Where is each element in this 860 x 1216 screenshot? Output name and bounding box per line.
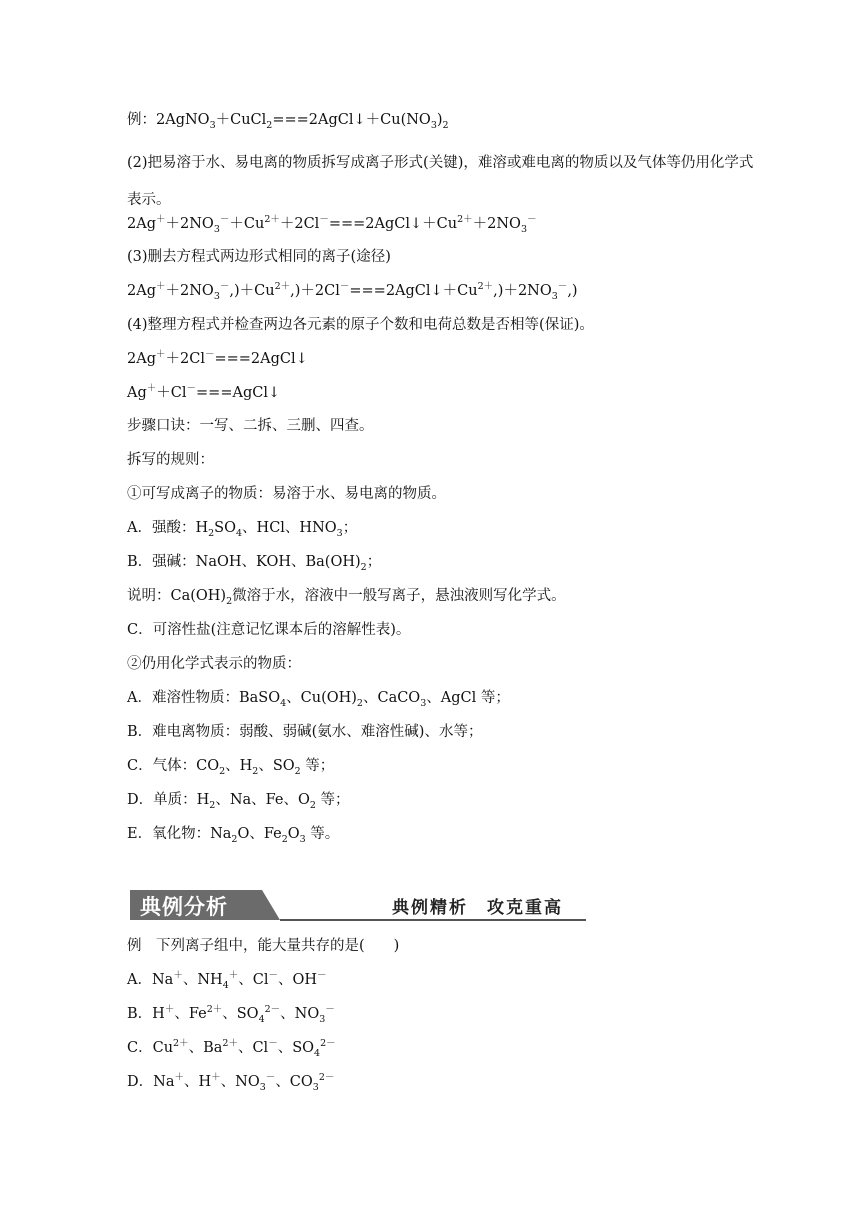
option-a: A．Na＋、$NH_4^+$、Cl－、OH－	[127, 970, 327, 991]
ionic-equation-simplified-1: 2Ag＋＋2Cl－===2AgCl↓	[127, 349, 308, 367]
rule-2-text: ②仍用化学式表示的物质：	[127, 656, 301, 672]
step-3-text: (3)删去方程式两边形式相同的离子(途径)	[127, 249, 391, 265]
banner-right-title: 典例精析 攻克重高	[392, 898, 563, 918]
rules-heading: 拆写的规则：	[127, 452, 214, 468]
ionic-equation-simplified-2: Ag＋＋Cl－===AgCl↓	[127, 383, 281, 401]
section-banner	[130, 888, 590, 922]
note-caoh2: 说明：$Ca(OH)_2$微溶于水，溶液中一般写离子，悬浊液则写化学式。	[127, 588, 566, 607]
soluble-salts: C．可溶性盐(注意记忆课本后的溶解性表)。	[127, 622, 411, 638]
ionic-equation-full: $2Ag^++2NO_3^-+Cu^{2+}+2Cl^-===2AgCl↓+Cu^{2+}+2NO_3^-$	[127, 214, 537, 235]
option-d: D．Na＋、H＋、$NO_3^-$、$CO_3^{2-}$	[127, 1072, 335, 1093]
ionic-equation-cancelled: $2Ag^++2NO_3^-,)+Cu^{2+},)+2Cl^-===2AgCl↓+Cu^{2+},)+2NO_3^-$,)	[127, 281, 578, 302]
insoluble-substances: A．难溶性物质：BaSO$_4$、$Cu(OH)_2$、CaCO$_3$、AgCl 等；	[127, 690, 510, 709]
mnemonic-text: 步骤口诀：一写、二拆、三删、四查。	[127, 418, 374, 434]
elements: D．单质：$H_2$、Na、Fe、$O_2$ 等；	[127, 792, 350, 811]
gases: C．气体：$CO_2$、$H_2$、$SO_2$ 等；	[127, 758, 335, 777]
strong-acids: A．强酸：$H_2SO_4$、HCl、$HNO_3$；	[127, 520, 358, 539]
option-c: C．$Cu^{2+}$、$Ba^{2+}$、Cl－、$SO_4^{2-}$	[127, 1038, 336, 1059]
strong-bases: B．强碱：NaOH、KOH、$Ba(OH)_2$；	[127, 554, 382, 573]
option-b: B．H＋、$Fe^{2+}$、$SO_4^{2-}$、$NO_3^-$	[127, 1004, 335, 1025]
example-equation: 例：$2AgNO_3+CuCl_2===2AgCl↓+Cu(NO_3)_2$	[127, 112, 449, 131]
step-4-text: (4)整理方程式并检查两边各元素的原子个数和电荷总数是否相等(保证)。	[127, 317, 594, 333]
banner-left-title: 典例分析	[140, 895, 228, 919]
oxides: E．氧化物：$Na_2O$、$Fe_2O_3$ 等。	[127, 826, 340, 845]
weak-electrolytes: B．难电离物质：弱酸、弱碱(氨水、难溶性碱)、水等；	[127, 724, 483, 740]
question-stem: 例 下列离子组中，能大量共存的是( )	[127, 938, 400, 954]
banner-rule	[280, 919, 586, 921]
rule-1-text: ①可写成离子的物质：易溶于水、易电离的物质。	[127, 486, 446, 502]
step-2-text: (2)把易溶于水、易电离的物质拆写成离子形式(关键)，难溶或难电离的物质以及气体等仍用化学式表示。	[127, 155, 754, 208]
example-label: 例：2AgNO	[127, 112, 210, 128]
